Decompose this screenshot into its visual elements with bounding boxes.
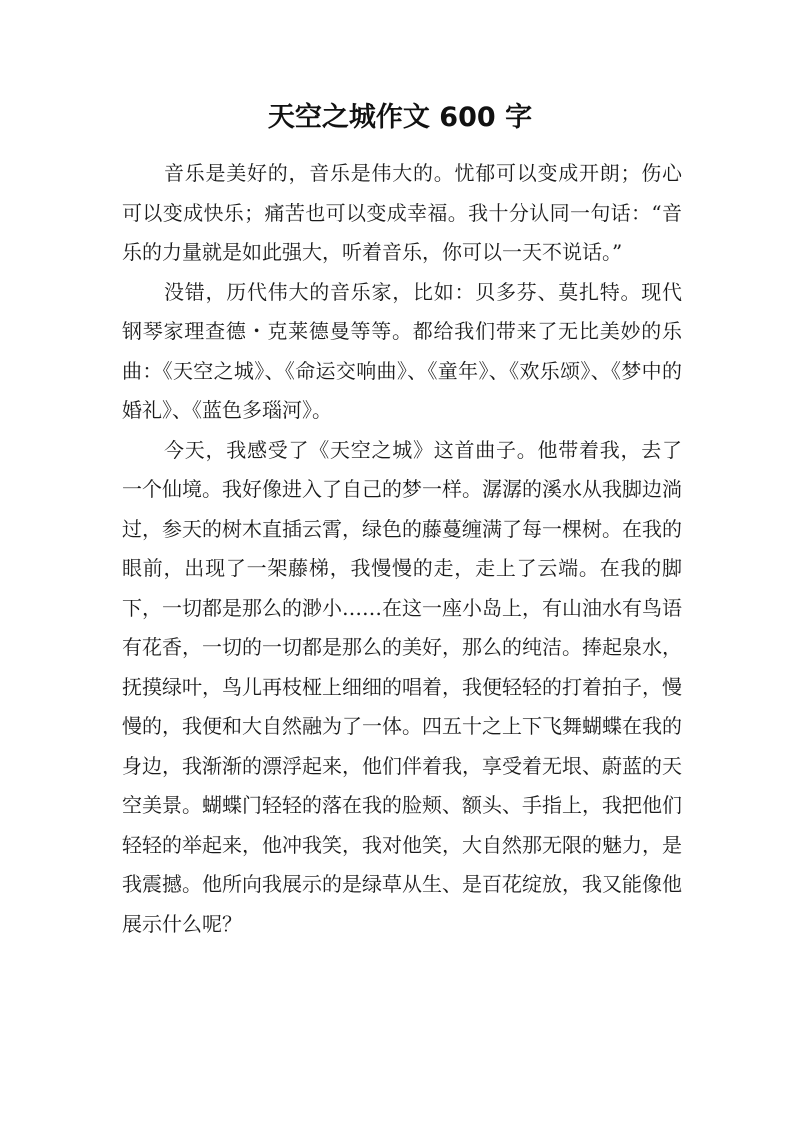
document-body bbox=[122, 154, 682, 944]
paragraph-3: 今天，我感受了《天空之城》这首曲子。他带着我，去了一个仙境。我好像进入了自己的梦一样。潺潺的溪水从我脚边淌过，参天的树木直插云霄，绿色的藤蔓缠满了每一棵树。在我的眼前，出现了一架藤梯，我慢慢的走，走上了云端。在我的脚下，一切都是那么的渺小……在这一座小岛上，有山油水有鸟语有花香，一切的一切都是那么的美好，那么的纯洁。捧起泉水，抚摸绿叶，鸟儿再枝桠上细细的唱着，我便轻轻的打着拍子，慢慢的，我便和大自然融为了一体。四五十之上下飞舞蝴蝶在我的身边，我渐渐的漂浮起来，他们伴着我，享受着无垠、蔚蓝的天空美景。蝴蝶门轻轻的落在我的脸颊、额头、手指上，我把他们轻轻的举起来，他冲我笑，我对他笑，大自然那无限的魅力，是我震撼。他所向我展示的是绿草从生、是百花绽放，我又能像他展示什么呢？ bbox=[122, 437, 682, 936]
paragraph-2: 没错，历代伟大的音乐家，比如：贝多芬、莫扎特。现代钢琴家理查德・克莱德曼等等。都给我们带来了无比美妙的乐曲：《天空之城》、《命运交响曲》、《童年》、《欢乐颂》、《梦中的婚礼》、《蓝色多瑙河》。 bbox=[122, 279, 682, 422]
document-title: 天空之城作文 600 字 bbox=[267, 102, 533, 133]
paragraph-1: 音乐是美好的，音乐是伟大的。忧郁可以变成开朗；伤心可以变成快乐；痛苦也可以变成幸福。我十分认同一句话：“音乐的力量就是如此强大，听着音乐，你可以一天不说话。” bbox=[122, 161, 682, 264]
